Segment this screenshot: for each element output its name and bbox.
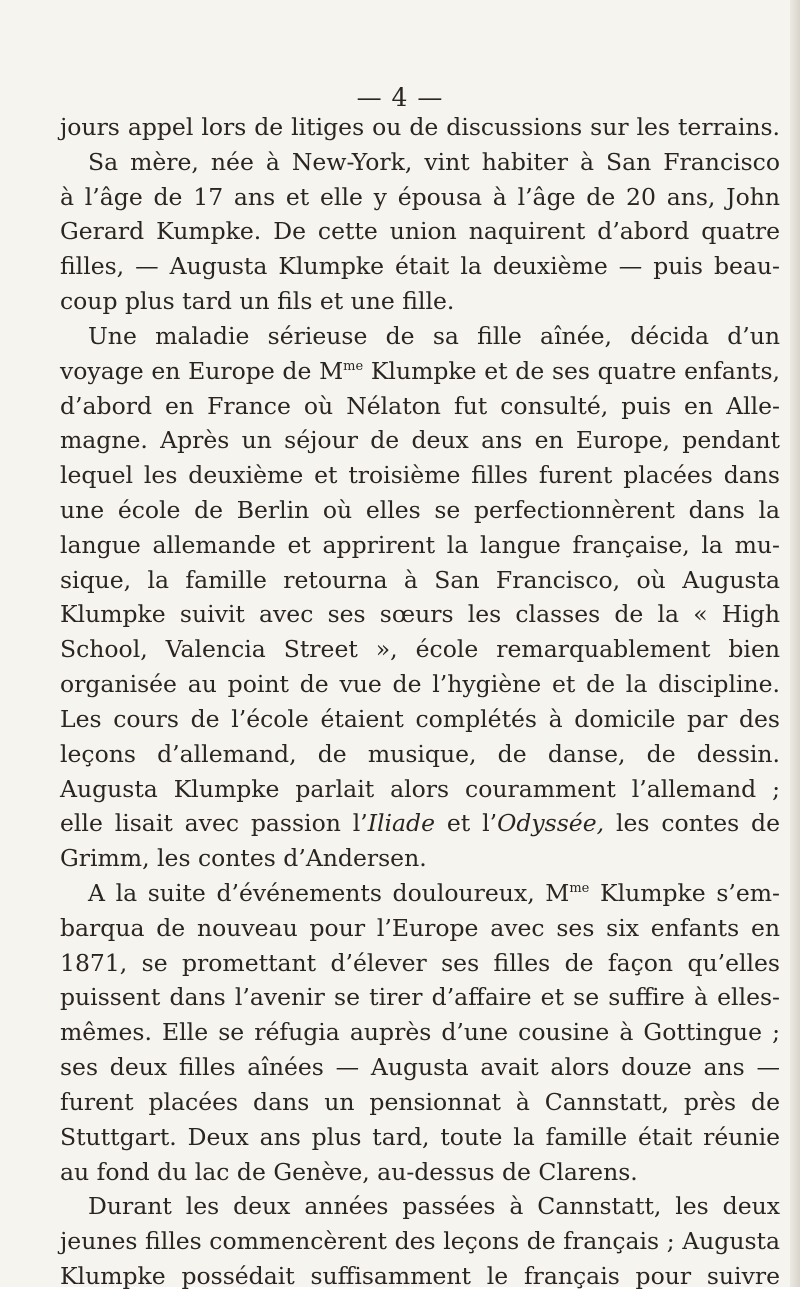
text-line: elle lisait avec passion l’Iliade et l’Odyssée, les contes de	[60, 809, 781, 837]
text-line: furent placées dans un pensionnat à Cannstatt, près de	[60, 1088, 780, 1116]
text-line: organisée au point de vue de l’hygiène et de la discipline.	[60, 670, 780, 698]
text-line: voyage en Europe de $M^{me}$ Klumpke et de ses quatre enfants,	[60, 357, 781, 385]
text-line: d’abord en France où Nélaton fut consulté, puis en Alle-	[60, 392, 780, 420]
text-line: puissent dans l’avenir se tirer d’affaire et se suffire à elles-	[60, 983, 780, 1011]
text-line: coup plus tard un fils et une fille.	[60, 287, 455, 315]
text-line: 1871, se promettant d’élever ses filles de façon qu’elles	[60, 949, 780, 977]
text-line: à l’âge de 17 ans et elle y épousa à l’âge de 20 ans, John	[60, 183, 780, 211]
text-line: leçons d’allemand, de musique, de danse, de dessin.	[60, 740, 780, 768]
text-line: Augusta Klumpke parlait alors couramment l’allemand ;	[60, 775, 780, 803]
text-line: jeunes filles commencèrent des leçons de français ; Augusta	[60, 1227, 780, 1255]
text-line: lequel les deuxième et troisième filles furent placées dans	[60, 461, 780, 489]
text-line: Grimm, les contes d’Andersen.	[60, 844, 427, 872]
text-line: A la suite d’événements douloureux, $M^{me}$ Klumpke s’em-	[88, 879, 780, 907]
text-line: barqua de nouveau pour l’Europe avec ses six enfants en	[60, 914, 780, 942]
text-line: School, Valencia Street », école remarquablement bien	[60, 635, 780, 663]
text-line: magne. Après un séjour de deux ans en Europe, pendant	[60, 426, 780, 454]
text-line: Klumpke suivit avec ses sœurs les classes de la « High	[60, 600, 780, 628]
text-line: une école de Berlin où elles se perfectionnèrent dans la	[60, 496, 780, 524]
text-line: filles, — Augusta Klumpke était la deuxième — puis beau-	[60, 252, 780, 280]
text-line: langue allemande et apprirent la langue française, la mu-	[60, 531, 780, 559]
text-line: Durant les deux années passées à Cannstatt, les deux	[88, 1192, 780, 1220]
text-line: au fond du lac de Genève, au-dessus de Clarens.	[60, 1158, 638, 1186]
text-line: ses deux filles aînées — Augusta avait alors douze ans —	[60, 1053, 780, 1081]
text-line: Gerard Kumpke. De cette union naquirent d’abord quatre	[60, 217, 780, 245]
text-line: jours appel lors de litiges ou de discussions sur les terrains.	[60, 113, 780, 141]
text-line: Les cours de l’école étaient complétés à domicile par des	[60, 705, 780, 733]
text-line: Stuttgart. Deux ans plus tard, toute la famille était réunie	[60, 1123, 780, 1151]
page-edge-shadow	[790, 0, 800, 1287]
text-line: Klumpke possédait suffisamment le français pour suivre	[60, 1262, 780, 1290]
page-number: — 4 —	[356, 83, 444, 112]
text-line: mêmes. Elle se réfugia auprès d’une cousine à Gottingue ;	[60, 1018, 780, 1046]
text-line: sique, la famille retourna à San Francisco, où Augusta	[60, 566, 780, 594]
text-line: Une maladie sérieuse de sa fille aînée, décida d’un	[88, 322, 780, 350]
text-line: Sa mère, née à New-York, vint habiter à San Francisco	[88, 148, 780, 176]
